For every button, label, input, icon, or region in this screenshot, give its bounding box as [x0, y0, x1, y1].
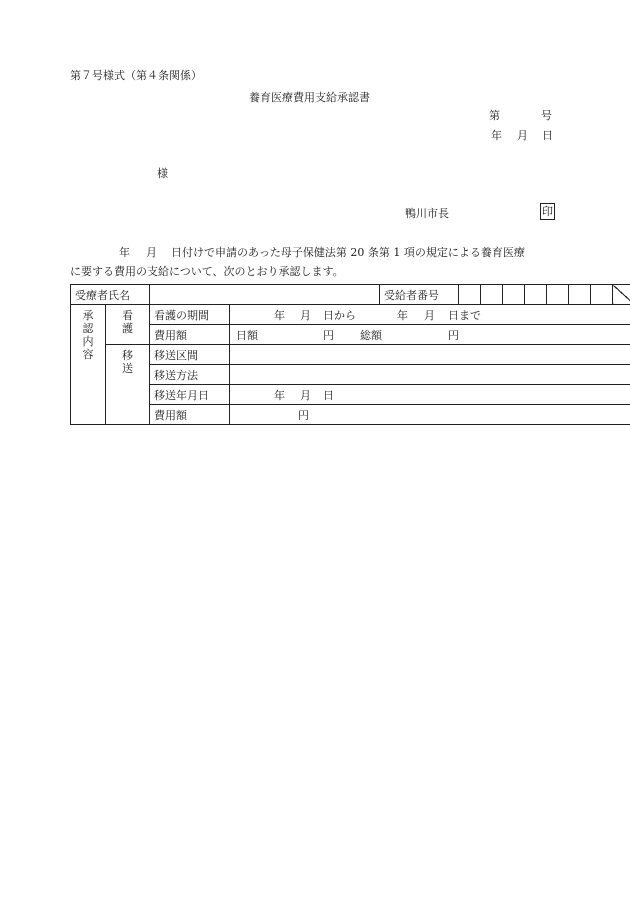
form-number: 第７号様式（第４条関係）	[70, 69, 202, 82]
recipient-number-label: 受給者番号	[380, 285, 459, 305]
transport-method-field[interactable]	[230, 365, 630, 385]
transport-date-row	[71, 385, 630, 405]
doc-number-prefix: 第	[489, 109, 500, 122]
transport-section-field[interactable]	[230, 345, 630, 365]
transport-label: 移送	[106, 345, 150, 425]
recipient-number-digit[interactable]	[591, 285, 613, 305]
transport-method-row	[71, 365, 630, 385]
addressee-honorific: 様	[157, 167, 168, 180]
issue-date-year: 年	[491, 129, 502, 142]
issuer-name: 鴨川市長	[405, 207, 449, 220]
transport-date-label: 移送年月日	[150, 385, 230, 405]
document-title: 養育医療費用支給承認書	[249, 91, 370, 104]
recipient-number-unused-cell	[613, 285, 630, 305]
transport-section-label: 移送区間	[150, 345, 230, 365]
doc-number-suffix: 号	[541, 109, 552, 122]
recipient-number-digit[interactable]	[569, 285, 591, 305]
nursing-cost-row	[71, 325, 630, 345]
nursing-period-label: 看護の期間	[150, 305, 230, 325]
nursing-label: 看護	[106, 305, 150, 345]
recipient-number-digit[interactable]	[525, 285, 547, 305]
transport-cost-field[interactable]: 円	[230, 405, 630, 425]
seal-mark: 印	[542, 205, 553, 218]
issue-date-day: 日	[542, 129, 553, 142]
transport-cost-label: 費用額	[150, 405, 230, 425]
transport-date-field[interactable]: 年 月 日	[230, 385, 630, 405]
recipient-number-digit[interactable]	[459, 285, 481, 305]
approval-table	[70, 284, 630, 425]
transport-section-row	[71, 345, 630, 365]
issue-date-month: 月	[517, 129, 528, 142]
body-line1-text: 日付けで申請のあった母子保健法第 20 条第 1 項の規定による養育医療	[171, 246, 525, 259]
recipient-row	[71, 285, 630, 305]
transport-cost-row	[71, 405, 630, 425]
recipient-name-field[interactable]	[150, 285, 380, 305]
nursing-cost-field[interactable]: 日額 円 総額 円	[230, 325, 630, 345]
body-line1-month: 月	[146, 246, 157, 259]
transport-method-label: 移送方法	[150, 365, 230, 385]
approval-content-label: 承認内容	[71, 305, 106, 425]
nursing-cost-label: 費用額	[150, 325, 230, 345]
nursing-period-field[interactable]: 年 月 日から 年 月 日まで	[230, 305, 630, 325]
recipient-name-label: 受療者氏名	[71, 285, 150, 305]
body-line1-year: 年	[119, 246, 130, 259]
body-line2: に要する費用の支給について、次のとおり承認します。	[70, 265, 344, 278]
nursing-period-row	[71, 305, 630, 325]
recipient-number-digit[interactable]	[503, 285, 525, 305]
recipient-number-digit[interactable]	[547, 285, 569, 305]
recipient-number-digit[interactable]	[481, 285, 503, 305]
